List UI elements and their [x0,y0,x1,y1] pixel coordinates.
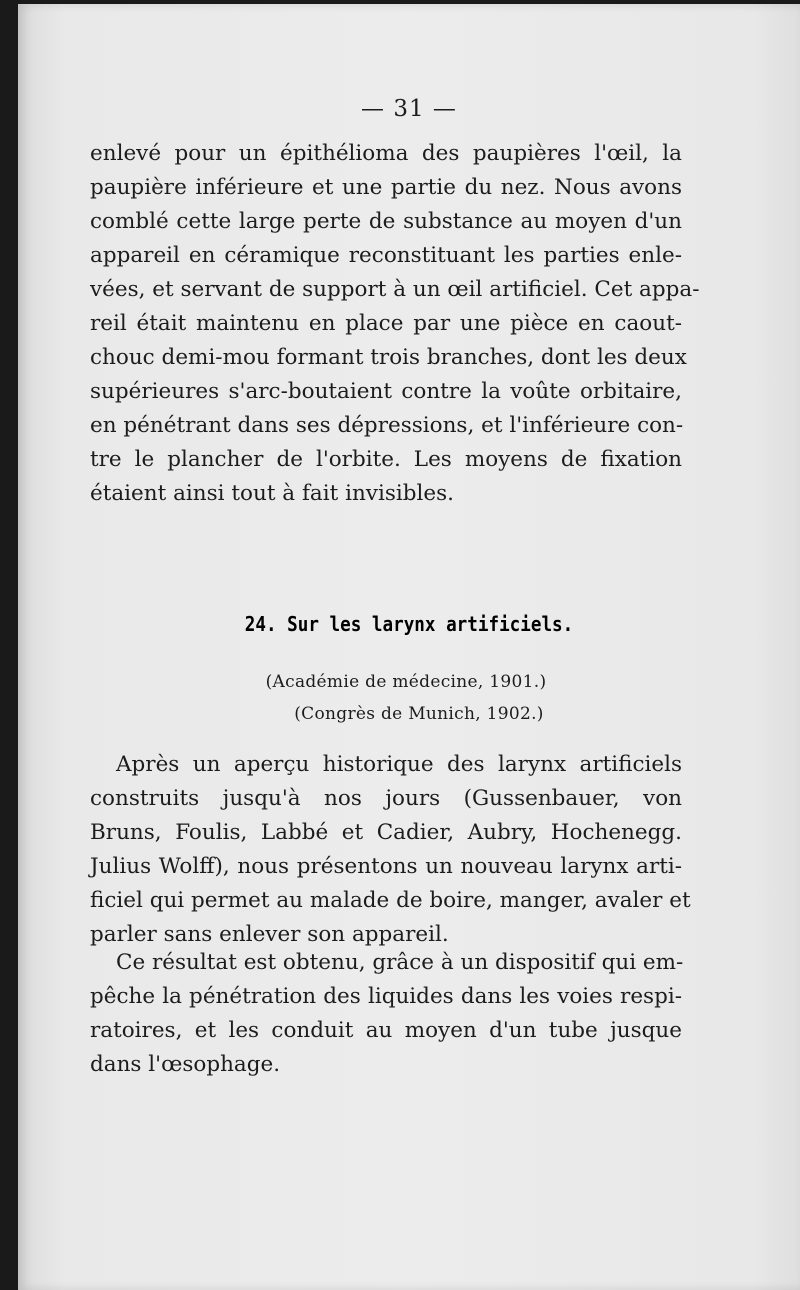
paragraph-line: appareil en céramique reconstituant les parties enle- [90,243,682,268]
section-venue-1: (Académie de médecine, 1901.) [265,672,547,692]
paragraph-line: dans l'œsophage. [90,1052,281,1077]
paragraph-line: pêche la pénétration des liquides dans les voies respi- [90,984,682,1009]
paragraph-line: reil était maintenu en place par une pièce en caout- [90,311,682,336]
paragraph-line: Julius Wolff), nous présentons un nouveau larynx arti- [90,854,682,879]
paragraph-line: paupière inférieure et une partie du nez. Nous avons [90,175,682,200]
paragraph-line: supérieures s'arc-boutaient contre la voûte orbitaire, [90,379,682,404]
paragraph-line: enlevé pour un épithélioma des paupières l'œil, la [90,141,682,166]
paragraph-line: Ce résultat est obtenu, grâce à un dispositif qui em- [116,950,684,975]
paragraph-2 [90,748,691,952]
section-venue-2: (Congrès de Munich, 1902.) [294,704,544,724]
paragraph-line: en pénétrant dans ses dépressions, et l'inférieure con- [90,413,684,438]
paragraph-1 [90,137,700,511]
paragraph-line: ratoires, et les conduit au moyen d'un tube jusque [90,1018,682,1043]
paragraph-line: comblé cette large perte de substance au moyen d'un [90,209,682,234]
paragraph-line: Après un aperçu historique des larynx artificiels [116,752,682,777]
paragraph-line: ficiel qui permet au malade de boire, manger, avaler et [90,888,691,913]
page-number: — 31 — [361,96,457,122]
paragraph-line: parler sans enlever son appareil. [90,922,449,947]
book-page [18,4,800,1290]
paragraph-line: étaient ainsi tout à fait invisibles. [90,481,454,506]
paragraph-line: construits jusqu'à nos jours (Gussenbauer, von [90,786,682,811]
section-heading: 24. Sur les larynx artificiels. [244,612,574,636]
paragraph-line: tre le plancher de l'orbite. Les moyens de fixation [90,447,682,472]
paragraph-line: vées, et servant de support à un œil artificiel. Cet appa- [90,277,700,302]
paragraph-3 [90,946,682,1082]
paragraph-line: Bruns, Foulis, Labbé et Cadier, Aubry, Hochenegg. [90,820,682,845]
paragraph-line: chouc demi-mou formant trois branches, dont les deux [90,345,687,370]
